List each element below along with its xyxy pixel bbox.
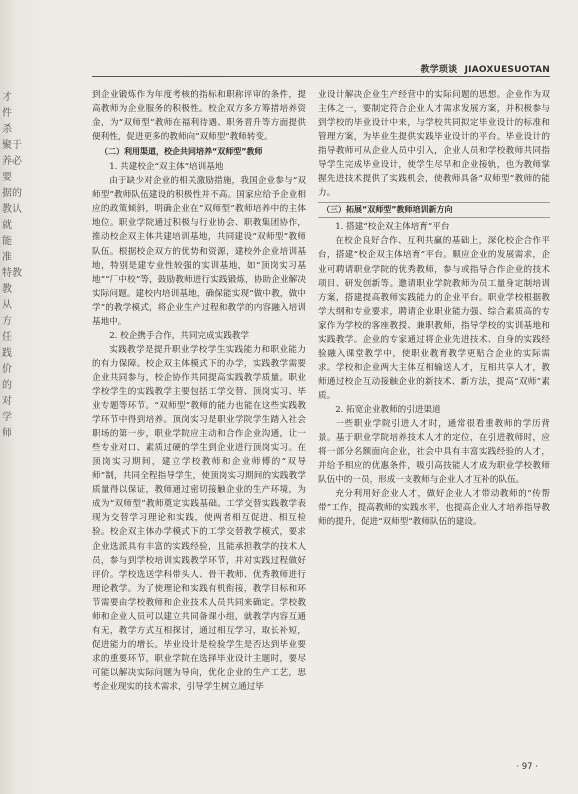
- page-number: · 97 ·: [516, 762, 538, 772]
- header-title-cn: 教学琐谈: [420, 65, 458, 75]
- subsection-heading: 2. 校企携手合作，共同完成实践教学: [109, 330, 250, 341]
- left-column: [92, 88, 306, 694]
- section-heading: （二）利用渠道，校企共同培养“双师型”教师: [100, 147, 263, 157]
- running-header: [420, 62, 550, 75]
- subsection-heading: 1. 搭建“校企双主体培育”平台: [335, 222, 450, 233]
- paragraph: 充分利用好企业人才，做好企业人才带动教师的“传帮带”工作，提高教师的实践水平，也提高企业人才培养指导教师的提升，促进“双师型”教师队伍的建设。: [318, 489, 550, 528]
- section-heading: （三）拓展“双师型”教师培训新方向: [318, 202, 550, 218]
- subsection-heading: 1. 共建校企“双主体”培训基地: [109, 162, 224, 173]
- paragraph: 实践教学是提升职业学校学生实践能力和职业能力的有力保障。校企双主体模式下的办学，实践教学需要企业共同参与，校企协作共同提高实践教学质量。职业学校学生的实践教学主要包括工学交替、顶岗实习、毕业专题等环节。“双师型”教师的能力也能在这些实践教学环节中得到培养。顶岗实习是职业学院学生踏入社会职场的第一步，职业学院应主动和合作企业沟通，让一些专业对口、素质过硬的学生到企业进行顶岗实习。在顶岗实习期间，建立学校教师和企业师傅的“双导师”制，共同全程指导学生，使顶岗实习期间的实践教学质量得以保证，教师通过密切接触企业的生产环境，为成为“双师型”教师奠定实践基础。工学交替实践教学表现为交替学习理论和实践，使两者相互促进、相互检验。校企双主体办学模式下的工学交替教学模式，要求企业选派具有丰富的实践经验，且能承担教学的技术人员，参与到学校培训实践教学环节，并对实践过程做好评价。学校选送学科带头人、骨干教师、优秀教师进行理论教学。为了使理论和实践有机衔接，教学目标和环节需要由学校教师和企业技术人员共同来确定。学校教师和企业人员可以建立共同备课小组，就教学内容互通有无，教学方式互相探讨，通过相互学习，取长补短，促进能力的增长。毕业设计是检验学生是否达到毕业要求的重要环节，职业学院在选择毕业设计主题时，要尽可能以解决实际问题为导向，优化企业的生产工艺，思考企业现实的技术需求，引导学生树立通过毕: [92, 344, 306, 692]
- right-column: [318, 88, 550, 529]
- paragraph: 在校企良好合作、互利共赢的基础上，深化校企合作平台，搭建“校企双主体培育”平台。顺应企业的发展需求，企业可聘请职业学院的优秀教师，参与或指导合作企业的技术项目、研发创新等。邀请职业学院教师为员工量身定制培训方案，搭建提高教师实践能力的企业平台。职业学校根据教学大纲和专业要求，聘请企业职业能力强、综合素质高的专家作为学校的客座教授、兼职教师，指导学校的实训基地和实践教学。企业的专家通过将企业先进技术、自身的实践经验融入课堂教学中，使职业教育教学更贴合企业的实际需求。学校和企业两大主体互相输送人才，互相共享人才，教师通过校企互动接触企业的新技术、新方法，提高“双师”素质。: [318, 236, 550, 401]
- paragraph: 由于缺少对企业的相关激励措施，我国企业参与“双师型”教师队伍建设的积极性并不高。国家应给予企业相应的政策倾斜，明确企业在“双师型”教师培养中的主体地位。职业学院通过积极与行业协会、职教集团协作，推动校企双主体共建培训基地，共同建设“双师型”教师队伍。根据校企双方的优势和资源，建校外企业培训基地，特别是建专业性较强的实训基地，如“顶岗实习基地”“厂中校”等，鼓励教师进行实践锻炼，协助企业解决实际问题。建校内培训基地，确保能实现“做中教，做中学”的教学模式，将企业生产过程和教学的内容融入培训基地中。: [92, 176, 306, 327]
- header-rule: [92, 76, 550, 77]
- header-title-pinyin: JIAOXUESUOTAN: [464, 65, 550, 75]
- paragraph: 业设计解决企业生产经营中的实际问题的思想。企业作为双主体之一，要制定符合企业人才需求发展方案，并积极参与到学校的毕业设计中来，与学校共同拟定毕业设计的标准和管理方案，为毕业生提供实践毕业设计的平台。毕业设计的指导教师可从企业人员中引入，企业人员和学校教师共同指导学生完成毕业设计，使学生尽早和企业接轨，也为教师掌握先进技术提供了实践机会，使教师具备“双师型”教师的能力。: [318, 90, 550, 199]
- paragraph: 到企业锻炼作为年度考核的指标和职称评审的条件，提高教师为企业服务的积极性。校企双方多方筹措培养资金，为“双师型”教师在福利待遇、职务晋升等方面提供便利性，促进更多的教师向“双师型”教师转变。: [92, 90, 306, 143]
- margin-bleed-text: 才 件 杀 聚于 养必要 据的 教认 就 能 准 特教 教 从 方 任 践 价 的 对 学 师: [2, 92, 22, 439]
- paragraph: 一些职业学院引进人才时，通常很看重教师的学历背景。基于职业学院培养技术人才的定位，在引进教师时，应将一部分名额面向企业，社会中具有丰富实践经验的人才，并给予相应的优惠条件，吸引高技能人才成为职业学校教师队伍中的一员，形成一支教师与企业人才互补的队伍。: [318, 419, 550, 486]
- subsection-heading: 2. 拓宽企业教师的引进渠道: [335, 404, 441, 415]
